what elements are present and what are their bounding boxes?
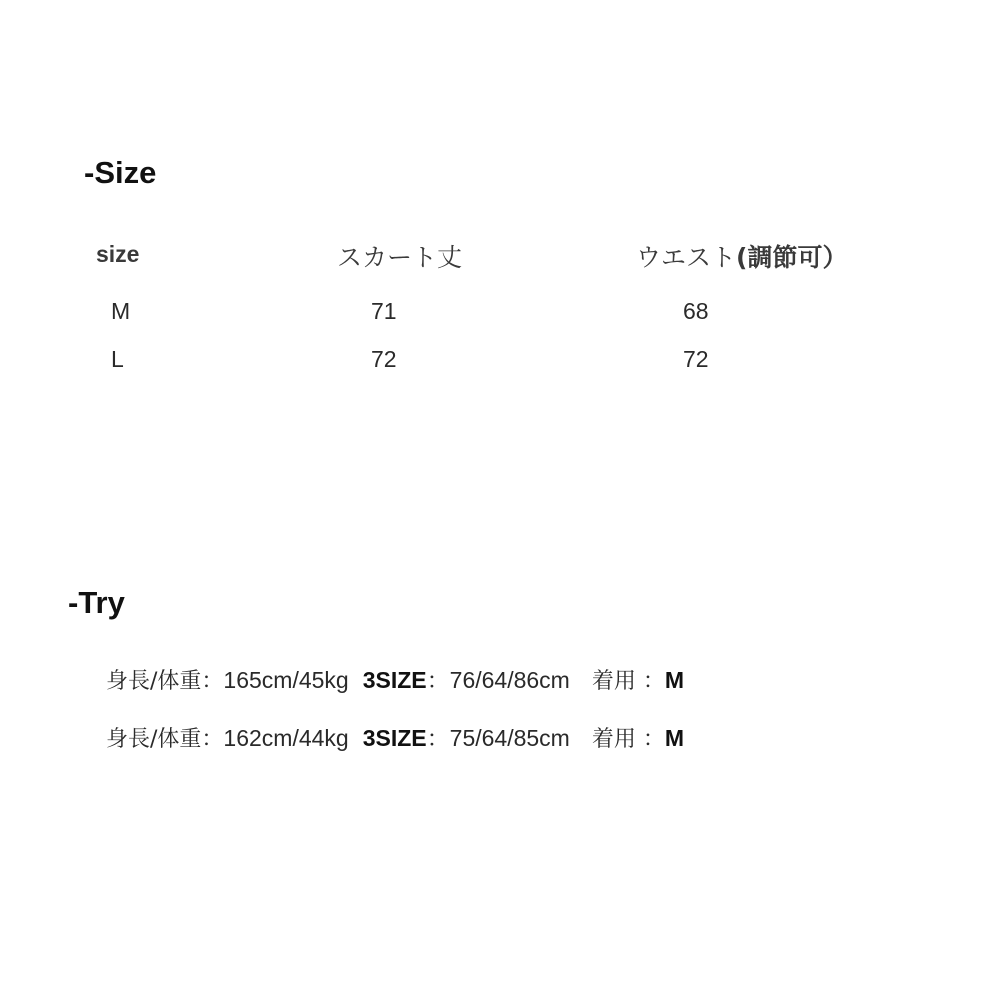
three-size-label: 3SIZE [362, 725, 427, 751]
wearing-label: 着用 ： [591, 727, 665, 752]
size-row-m-skirt-length: 71 [371, 298, 397, 324]
wearing-value: M [664, 667, 685, 693]
skirt-length-column-header: スカート丈 [337, 243, 463, 272]
three-size-value: ：76/64/86cm [426, 667, 570, 693]
three-size-label: 3SIZE [362, 667, 427, 693]
size-column-header: size [96, 241, 140, 267]
waist-adjustable-note: (調節可） [736, 243, 848, 272]
wearing-value: M [664, 725, 685, 751]
size-row-l-skirt-length: 72 [371, 346, 397, 372]
try-section-heading: -Try [68, 585, 125, 620]
height-weight-label: 身長/体重： [106, 669, 224, 694]
try-row-2 [106, 720, 684, 753]
size-row-m-size: M [111, 298, 131, 324]
waist-label: ウエスト [636, 243, 737, 272]
size-row-l-size: L [111, 346, 124, 372]
three-size-value: ：75/64/85cm [426, 725, 570, 751]
size-section-heading: -Size [84, 155, 157, 190]
height-weight-value: 165cm/45kg [223, 667, 349, 693]
try-row-1 [106, 662, 684, 695]
waist-column-header [636, 238, 847, 274]
height-weight-value: 162cm/44kg [223, 725, 349, 751]
height-weight-label: 身長/体重： [106, 727, 224, 752]
wearing-label: 着用 ： [591, 669, 665, 694]
size-row-l-waist: 72 [683, 346, 709, 372]
size-row-m-waist: 68 [683, 298, 709, 324]
